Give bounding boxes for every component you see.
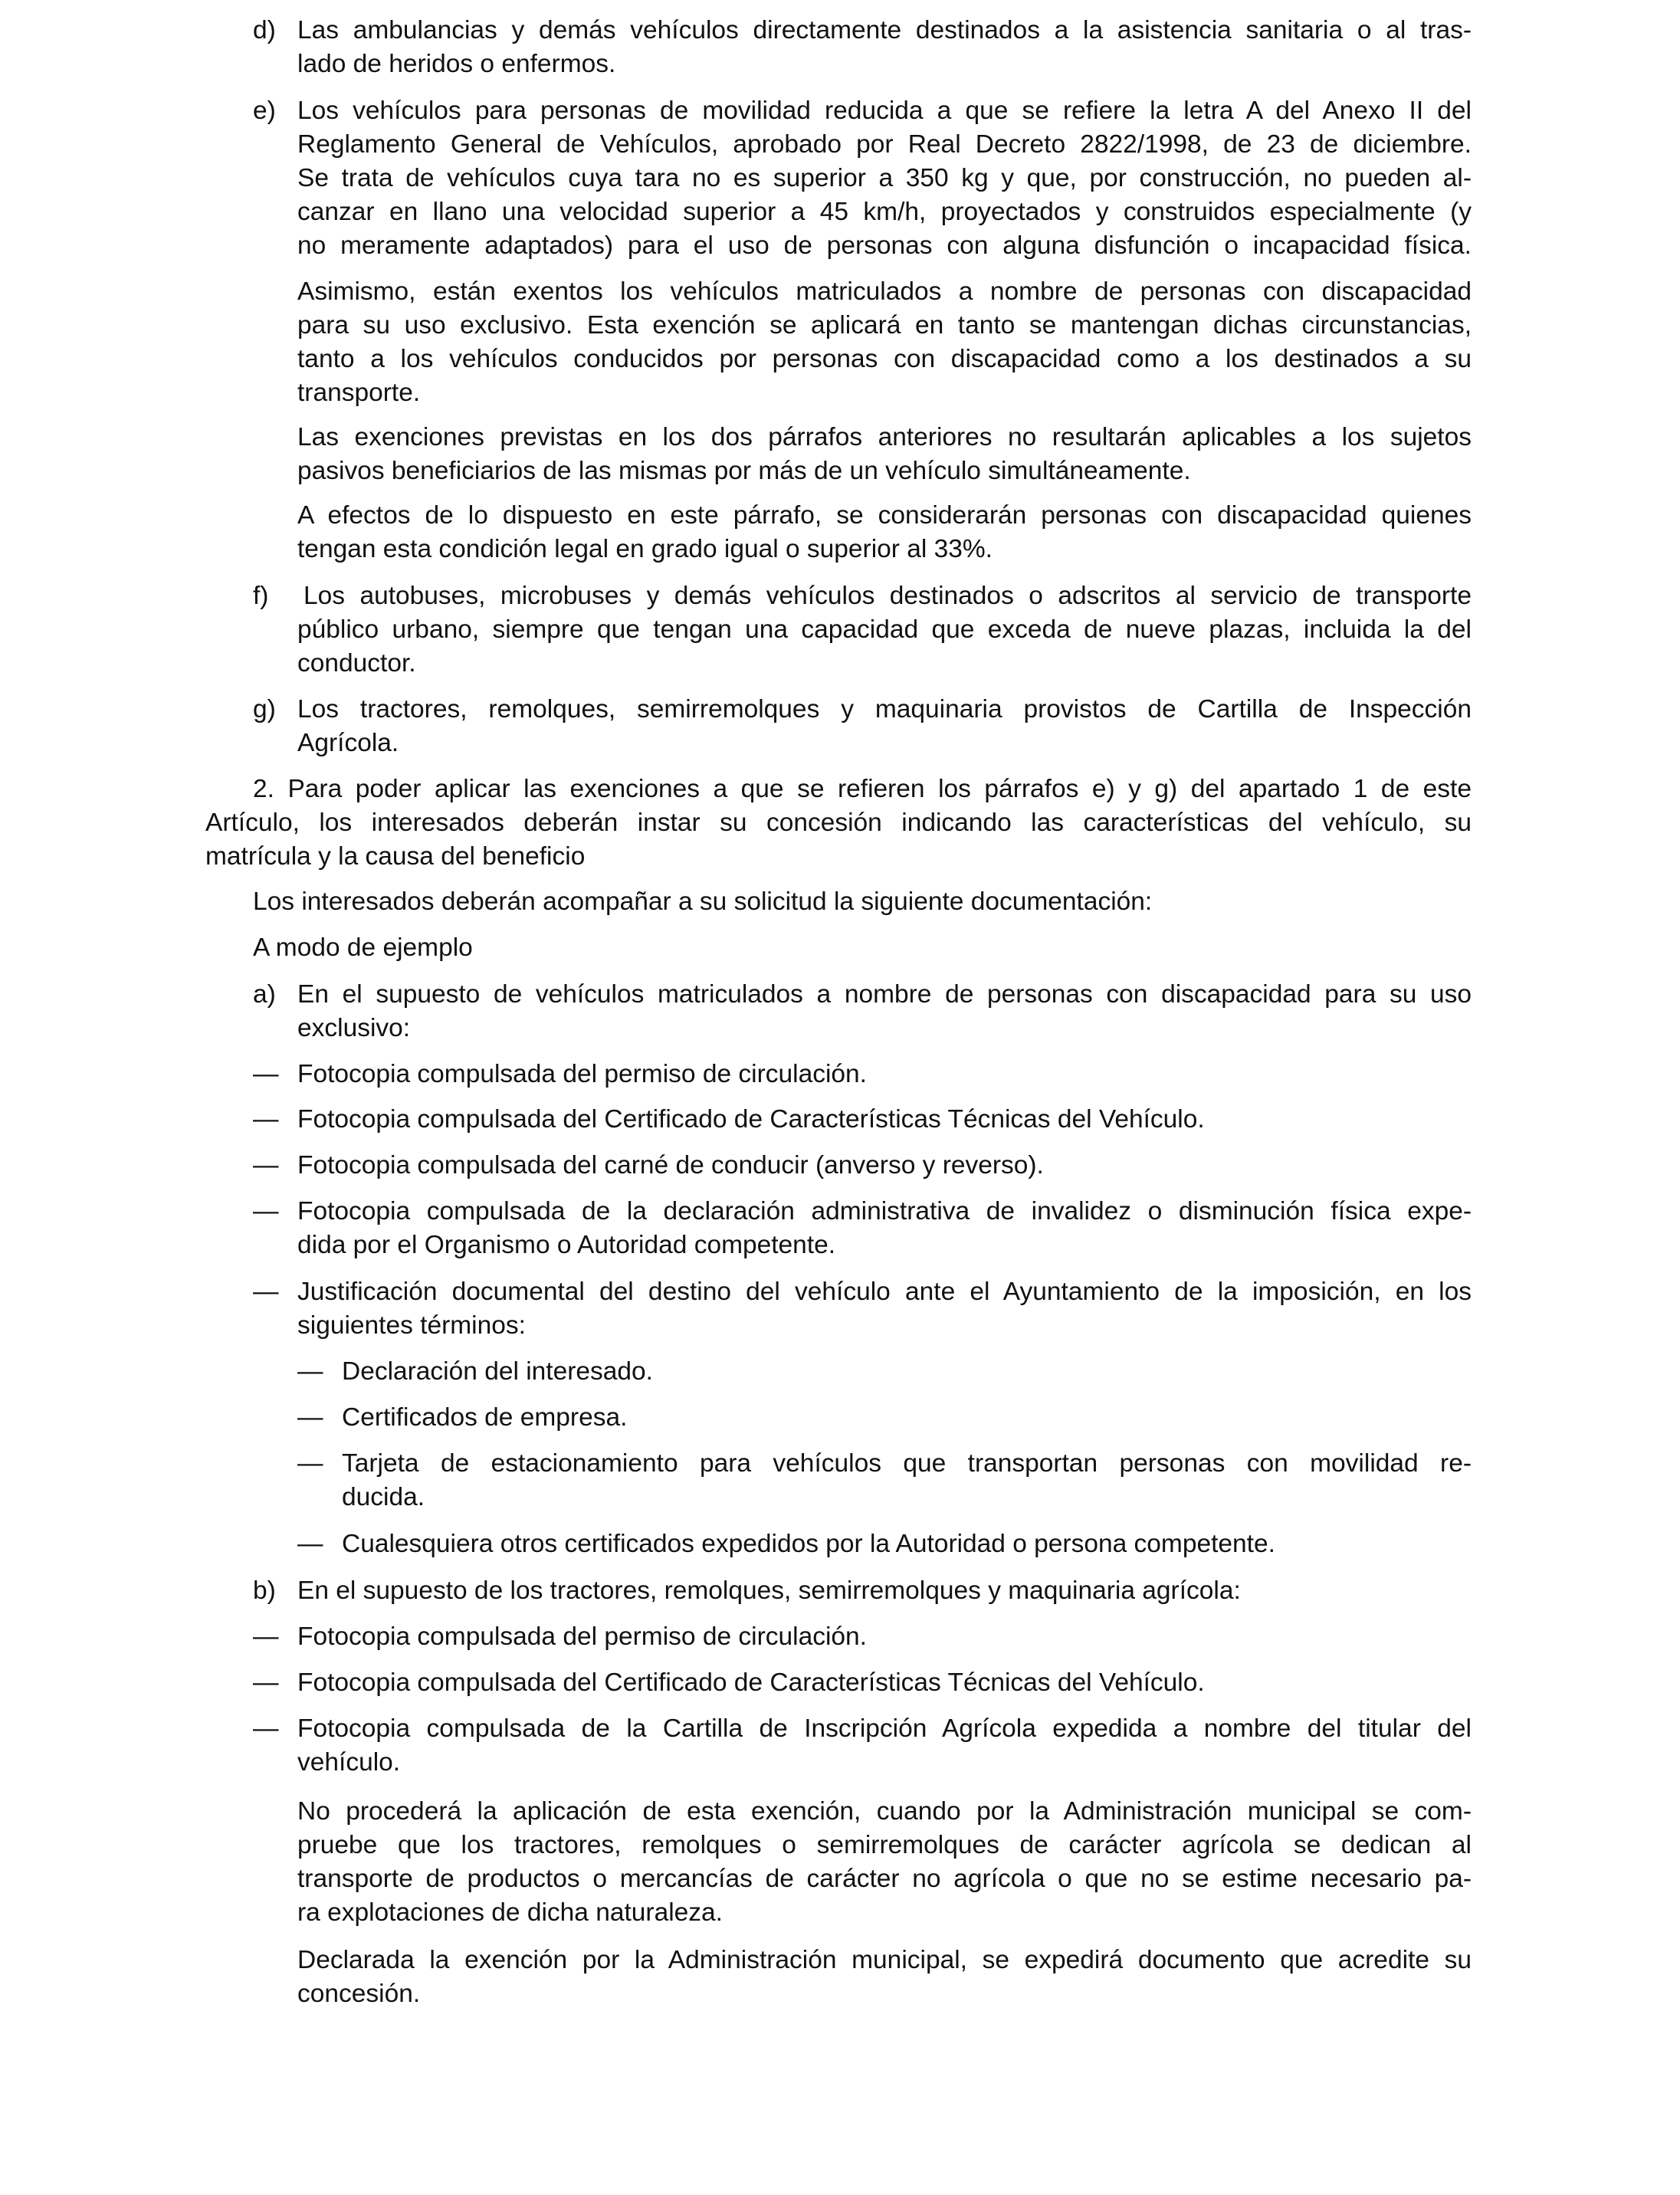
dash-marker: —	[297, 1357, 323, 1386]
list-item: Cualesquiera otros certificados expedidos por la Autoridad o persona competente.	[342, 1530, 1275, 1558]
item-marker-f: f)	[253, 582, 269, 610]
list-item: Fotocopia compulsada del Certificado de Características Técnicas del Vehículo.	[297, 1105, 1205, 1134]
list-item: Declaración del interesado.	[342, 1357, 653, 1386]
dash-marker: —	[253, 1151, 279, 1180]
dash-marker: —	[253, 1060, 279, 1088]
list-item: Certificados de empresa.	[342, 1403, 628, 1432]
list-item: siguientes términos:	[297, 1311, 526, 1340]
dash-marker: —	[253, 1668, 279, 1697]
paragraph-line: concesión.	[297, 1980, 421, 2008]
paragraph-line: para su uso exclusivo. Esta exención se aplicará en tanto se mantengan dichas circunstancias,	[297, 311, 1472, 340]
dash-marker: —	[253, 1622, 279, 1651]
list-item: Justificación documental del destino del vehículo ante el Ayuntamiento de la imposición, en los	[297, 1278, 1472, 1306]
paragraph-line: A modo de ejemplo	[253, 933, 473, 962]
paragraph-line: exclusivo:	[297, 1014, 411, 1042]
dash-marker: —	[297, 1403, 323, 1432]
paragraph-line: transporte de productos o mercancías de carácter no agrícola o que no se estime necesario pa-	[297, 1865, 1472, 1893]
paragraph-line: tengan esta condición legal en grado igual o superior al 33%.	[297, 535, 993, 563]
paragraph-line: matrícula y la causa del beneficio	[205, 842, 586, 871]
paragraph-line: Artículo, los interesados deberán instar su concesión indicando las características del vehículo, su	[205, 809, 1472, 837]
list-item: Fotocopia compulsada del Certificado de Características Técnicas del Vehículo.	[297, 1668, 1205, 1697]
paragraph-line: pasivos beneficiarios de las mismas por más de un vehículo simultáneamente.	[297, 457, 1191, 485]
list-item: ducida.	[342, 1483, 425, 1511]
paragraph-line: Reglamento General de Vehículos, aprobado por Real Decreto 2822/1998, de 23 de diciembre.	[297, 130, 1472, 159]
dash-marker: —	[253, 1714, 279, 1743]
paragraph-line: ra explotaciones de dicha naturaleza.	[297, 1898, 723, 1927]
list-item: Fotocopia compulsada del carné de conducir (anverso y reverso).	[297, 1151, 1044, 1180]
paragraph-line: conductor.	[297, 649, 416, 678]
item-marker-g: g)	[253, 695, 276, 723]
paragraph-line: En el supuesto de vehículos matriculados a nombre de personas con discapacidad para su uso	[297, 980, 1472, 1009]
paragraph-line: 2. Para poder aplicar las exenciones a que se refieren los párrafos e) y g) del apartado 1 de este	[253, 775, 1472, 803]
paragraph-line: pruebe que los tractores, remolques o semirremolques de carácter agrícola se dedican al	[297, 1831, 1472, 1859]
dash-marker: —	[253, 1197, 279, 1225]
dash-marker: —	[253, 1105, 279, 1134]
paragraph-line: Los vehículos para personas de movilidad reducida a que se refiere la letra A del Anexo II del	[297, 97, 1472, 125]
paragraph-line: Asimismo, están exentos los vehículos matriculados a nombre de personas con discapacidad	[297, 277, 1472, 306]
paragraph-line: Las ambulancias y demás vehículos directamente destinados a la asistencia sanitaria o al tras-	[297, 16, 1472, 44]
list-item: dida por el Organismo o Autoridad competente.	[297, 1231, 836, 1259]
paragraph-line: Los interesados deberán acompañar a su solicitud la siguiente documentación:	[253, 888, 1153, 916]
item-marker-d: d)	[253, 16, 276, 44]
paragraph-line: A efectos de lo dispuesto en este párrafo, se considerarán personas con discapacidad quienes	[297, 501, 1472, 530]
paragraph-line: no meramente adaptados) para el uso de personas con alguna disfunción o incapacidad física.	[297, 231, 1472, 260]
list-item: Tarjeta de estacionamiento para vehículos que transportan personas con movilidad re-	[342, 1449, 1472, 1478]
paragraph-line: público urbano, siempre que tengan una capacidad que exceda de nueve plazas, incluida la del	[297, 615, 1472, 644]
list-item: Fotocopia compulsada del permiso de circulación.	[297, 1622, 867, 1651]
paragraph-line: transporte.	[297, 379, 421, 407]
paragraph-line: Las exenciones previstas en los dos párrafos anteriores no resultarán aplicables a los sujetos	[297, 423, 1472, 451]
dash-marker: —	[297, 1530, 323, 1558]
paragraph-line: No procederá la aplicación de esta exención, cuando por la Administración municipal se com-	[297, 1797, 1472, 1826]
list-item: Fotocopia compulsada de la Cartilla de Inscripción Agrícola expedida a nombre del titular del	[297, 1714, 1472, 1743]
item-marker-b: b)	[253, 1577, 276, 1605]
paragraph-line: Se trata de vehículos cuya tara no es superior a 350 kg y que, por construcción, no pueden al-	[297, 164, 1472, 192]
item-marker-e: e)	[253, 97, 276, 125]
paragraph-line: Agrícola.	[297, 729, 399, 757]
item-marker-a: a)	[253, 980, 276, 1009]
paragraph-line: Declarada la exención por la Administración municipal, se expedirá documento que acredite su	[297, 1946, 1472, 1974]
paragraph-line: Los autobuses, microbuses y demás vehículos destinados o adscritos al servicio de transporte	[304, 582, 1472, 610]
paragraph-line: tanto a los vehículos conducidos por personas con discapacidad como a los destinados a su	[297, 345, 1472, 373]
paragraph-line: Los tractores, remolques, semirremolques y maquinaria provistos de Cartilla de Inspección	[297, 695, 1472, 723]
dash-marker: —	[253, 1278, 279, 1306]
list-item: Fotocopia compulsada del permiso de circulación.	[297, 1060, 867, 1088]
paragraph-line: En el supuesto de los tractores, remolques, semirremolques y maquinaria agrícola:	[297, 1577, 1241, 1605]
list-item: Fotocopia compulsada de la declaración administrativa de invalidez o disminución física expe-	[297, 1197, 1472, 1225]
paragraph-line: canzar en llano una velocidad superior a 45 km/h, proyectados y construidos especialmente (y	[297, 198, 1472, 226]
list-item: vehículo.	[297, 1748, 401, 1777]
paragraph-line: lado de heridos o enfermos.	[297, 50, 616, 78]
dash-marker: —	[297, 1449, 323, 1478]
